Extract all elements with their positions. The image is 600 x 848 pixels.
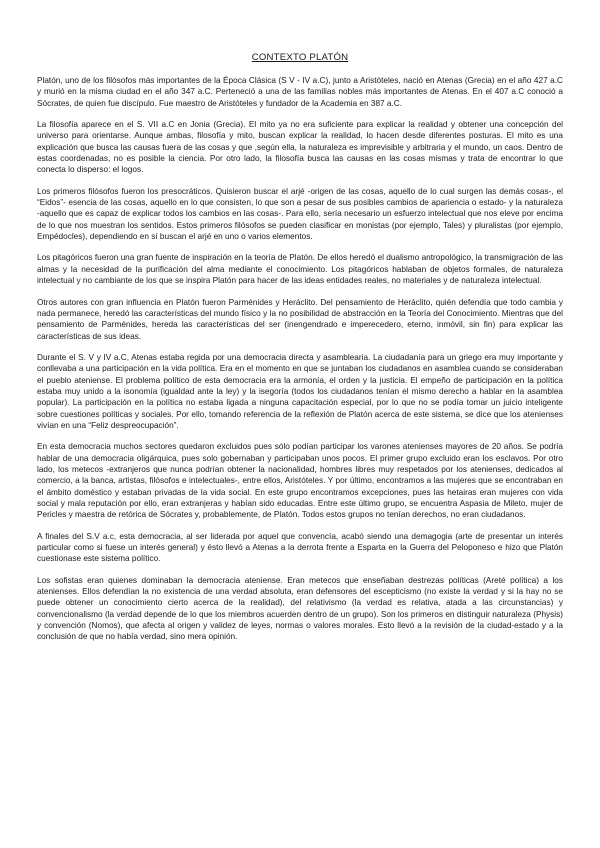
paragraph-demagogy: A finales del S.V a.c, esta democracia, al ser liderada por aquel que convencía, acabó siendo una demagogia (arte de presentar un interés particular como si fuese un interés general) y ésto llevó a Atenas a la derrota frente a Esparta en la Guerra del Peloponeso e hizo que Platón cuestionase este sistema político. bbox=[37, 531, 563, 564]
paragraph-origin-of-philosophy: La filosofía aparece en el S. VII a.C en Jonia (Grecia). El mito ya no era suficiente para explicar la realidad y obtener una concepción del universo para orientarse. Aunque ambas, filosofía y mito, buscan explicar la realidad, lo hacen desde diferentes posturas. El mito es una explicación que busca las causas fuera de las cosas y que ,según ella, la naturaleza es imprevisible y arbitraria y el mundo, un caos. Dentro de estas coordenadas, no es posible la ciencia. Por otro lado, la filosofía busca las causas en las cosas mismas y trata de encontrar lo que conecta lo disperso: el logos. bbox=[37, 120, 563, 175]
document-title: CONTEXTO PLATÓN bbox=[251, 52, 349, 63]
paragraph-parmenides-heraclitus: Otros autores con gran influencia en Platón fueron Parménides y Heráclito. Del pensamiento de Heráclito, quién defendía que todo cambia y nada permanece, heredó las características del mundo físico y la no posibilidad de abstracción en la Teoría del Conocimiento. Mientras que del pensamiento de Parménides, hereda las características del ser (inengendrado e imperecedero, eterno, inmóvil, sin fin) para explicar las características de sus ideas. bbox=[37, 297, 563, 341]
paragraph-excluded-groups: En esta democracia muchos sectores quedaron excluidos pues sólo podían participar los varones atenienses mayores de 20 años. Se podría hablar de una democracia oligárquica, pues solo gobernaban y participaban unos pocos. El primer grupo excluido eran los esclavos. Por otro lado, los metecos -extranjeros que nunca podrían obtener la nacionalidad, hombres libres muy respetados por los atenienses, dedicados al comercio, a la banca, artistas, filósofos e intelectuales-, entre ellos, Aristóteles. Y por último, encontramos a las mujeres que se encontraban en el ámbito doméstico y estaban privadas de la vida social. En este grupo encontramos excepciones, pues las hetairas eran mujeres con vida social y mala reputación por ello, eran extranjeras y habían sido educadas. Entre este último grupo, se encuentra Aspasia de Mileto, mujer de Pericles y maestra de retórica de Sócrates y, probablemente, de Platón. Todos estos grupos no tenían derechos, no eran ciudadanos. bbox=[37, 442, 563, 520]
paragraph-sophists: Los sofistas eran quienes dominaban la democracia ateniense. Eran metecos que enseñaban destrezas políticas (Areté política) a los atenienses. Ellos defendían la no existencia de una verdad absoluta, eran defensores del escepticismo (no existe la verdad y si la hay no se puede obtener un conocimiento cierto acerca de la realidad), del relativismo (la verdad es relativa, atada a las circunstancias) y convencionalismo (la verdad depende de lo que los miembros acuerden dentro de un grupo). Son los primeros en distinguir naturaleza (Physis) y convención (Nomos), que afecta al origen y validez de leyes, normas o valores morales. Esto llevó a la revisión de la ciudad-estado y a la conclusión de que no había verdad, sino mera opinión. bbox=[37, 575, 563, 642]
paragraph-athenian-democracy: Durante el S. V y IV a.C, Atenas estaba regida por una democracia directa y asamblearia. La ciudadanía para un griego era muy importante y conllevaba a una participación en la vida política. Era en el momento en que se juntaban los ciudadanos en asamblea cuando se consideraban el pueblo ateniense. El problema político de esta democracia era la armonía, el orden y la justicia. El empeño de participación en la política estaba muy unido a la isonomía (igualdad ante la ley) y la isegoría (todos los ciudadanos tenían el mismo derecho a hablar en la asamblea popular). La participación en la política no estaba ligada a ninguna capacitación especial, por lo que no se podía tomar un juicio inteligente sobre cuestiones políticas y sociales. Por ello, tomando referencia de la reflexión de Platón acerca de este sistema, se dice que los atenienses vivían en una “Feliz despreocupación”. bbox=[37, 352, 563, 430]
paragraph-platon-biography: Platón, uno de los filósofos más importantes de la Época Clásica (S V - IV a.C), junto a Aristóteles, nació en Atenas (Grecia) en el año 427 a.C y murió en la misma ciudad en el año 347 a.C. Perteneció a una de las familias nobles más importantes de Atenas. En el 407 a.C conoció a Sócrates, de quien fue discípulo. Fue maestro de Aristóteles y fundador de la Academia en 387 a.C. bbox=[37, 76, 563, 108]
paragraph-presocratics: Los primeros filósofos fueron los presocráticos. Quisieron buscar el arjé -origen de las cosas, aquello de lo cual surgen las demás cosas-, el “Eidos”- esencia de las cosas, aquello en lo que consisten, lo que son a pesar de sus posibles cambios de apariencia o estado- y la naturaleza -aquello que es capaz de explicar todos los cambios en las cosas-. Para ello, sería necesario un esfuerzo intelectual que nos eleve por encima de lo que nos muestran los sentidos. Estos primeros filósofos se pueden clasificar en monistas (por ejemplo, Tales) y pluralistas (por ejemplo, Empédocles), dependiendo en sí buscan el arjé en uno o varios elementos. bbox=[37, 186, 563, 242]
paragraph-pythagoreans: Los pitagóricos fueron una gran fuente de inspiración en la teoría de Platón. De ellos heredó el dualismo antropológico, la transmigración de las almas y la necesidad de la purificación del alma mediante el conocimiento. Los pitagóricos hablaban de objetos formales, de naturaleza intelectual y no cambiante de los que se inspira Platón para hacer de las ideas entidades reales, no materiales y de naturaleza intelectual. bbox=[37, 253, 563, 286]
